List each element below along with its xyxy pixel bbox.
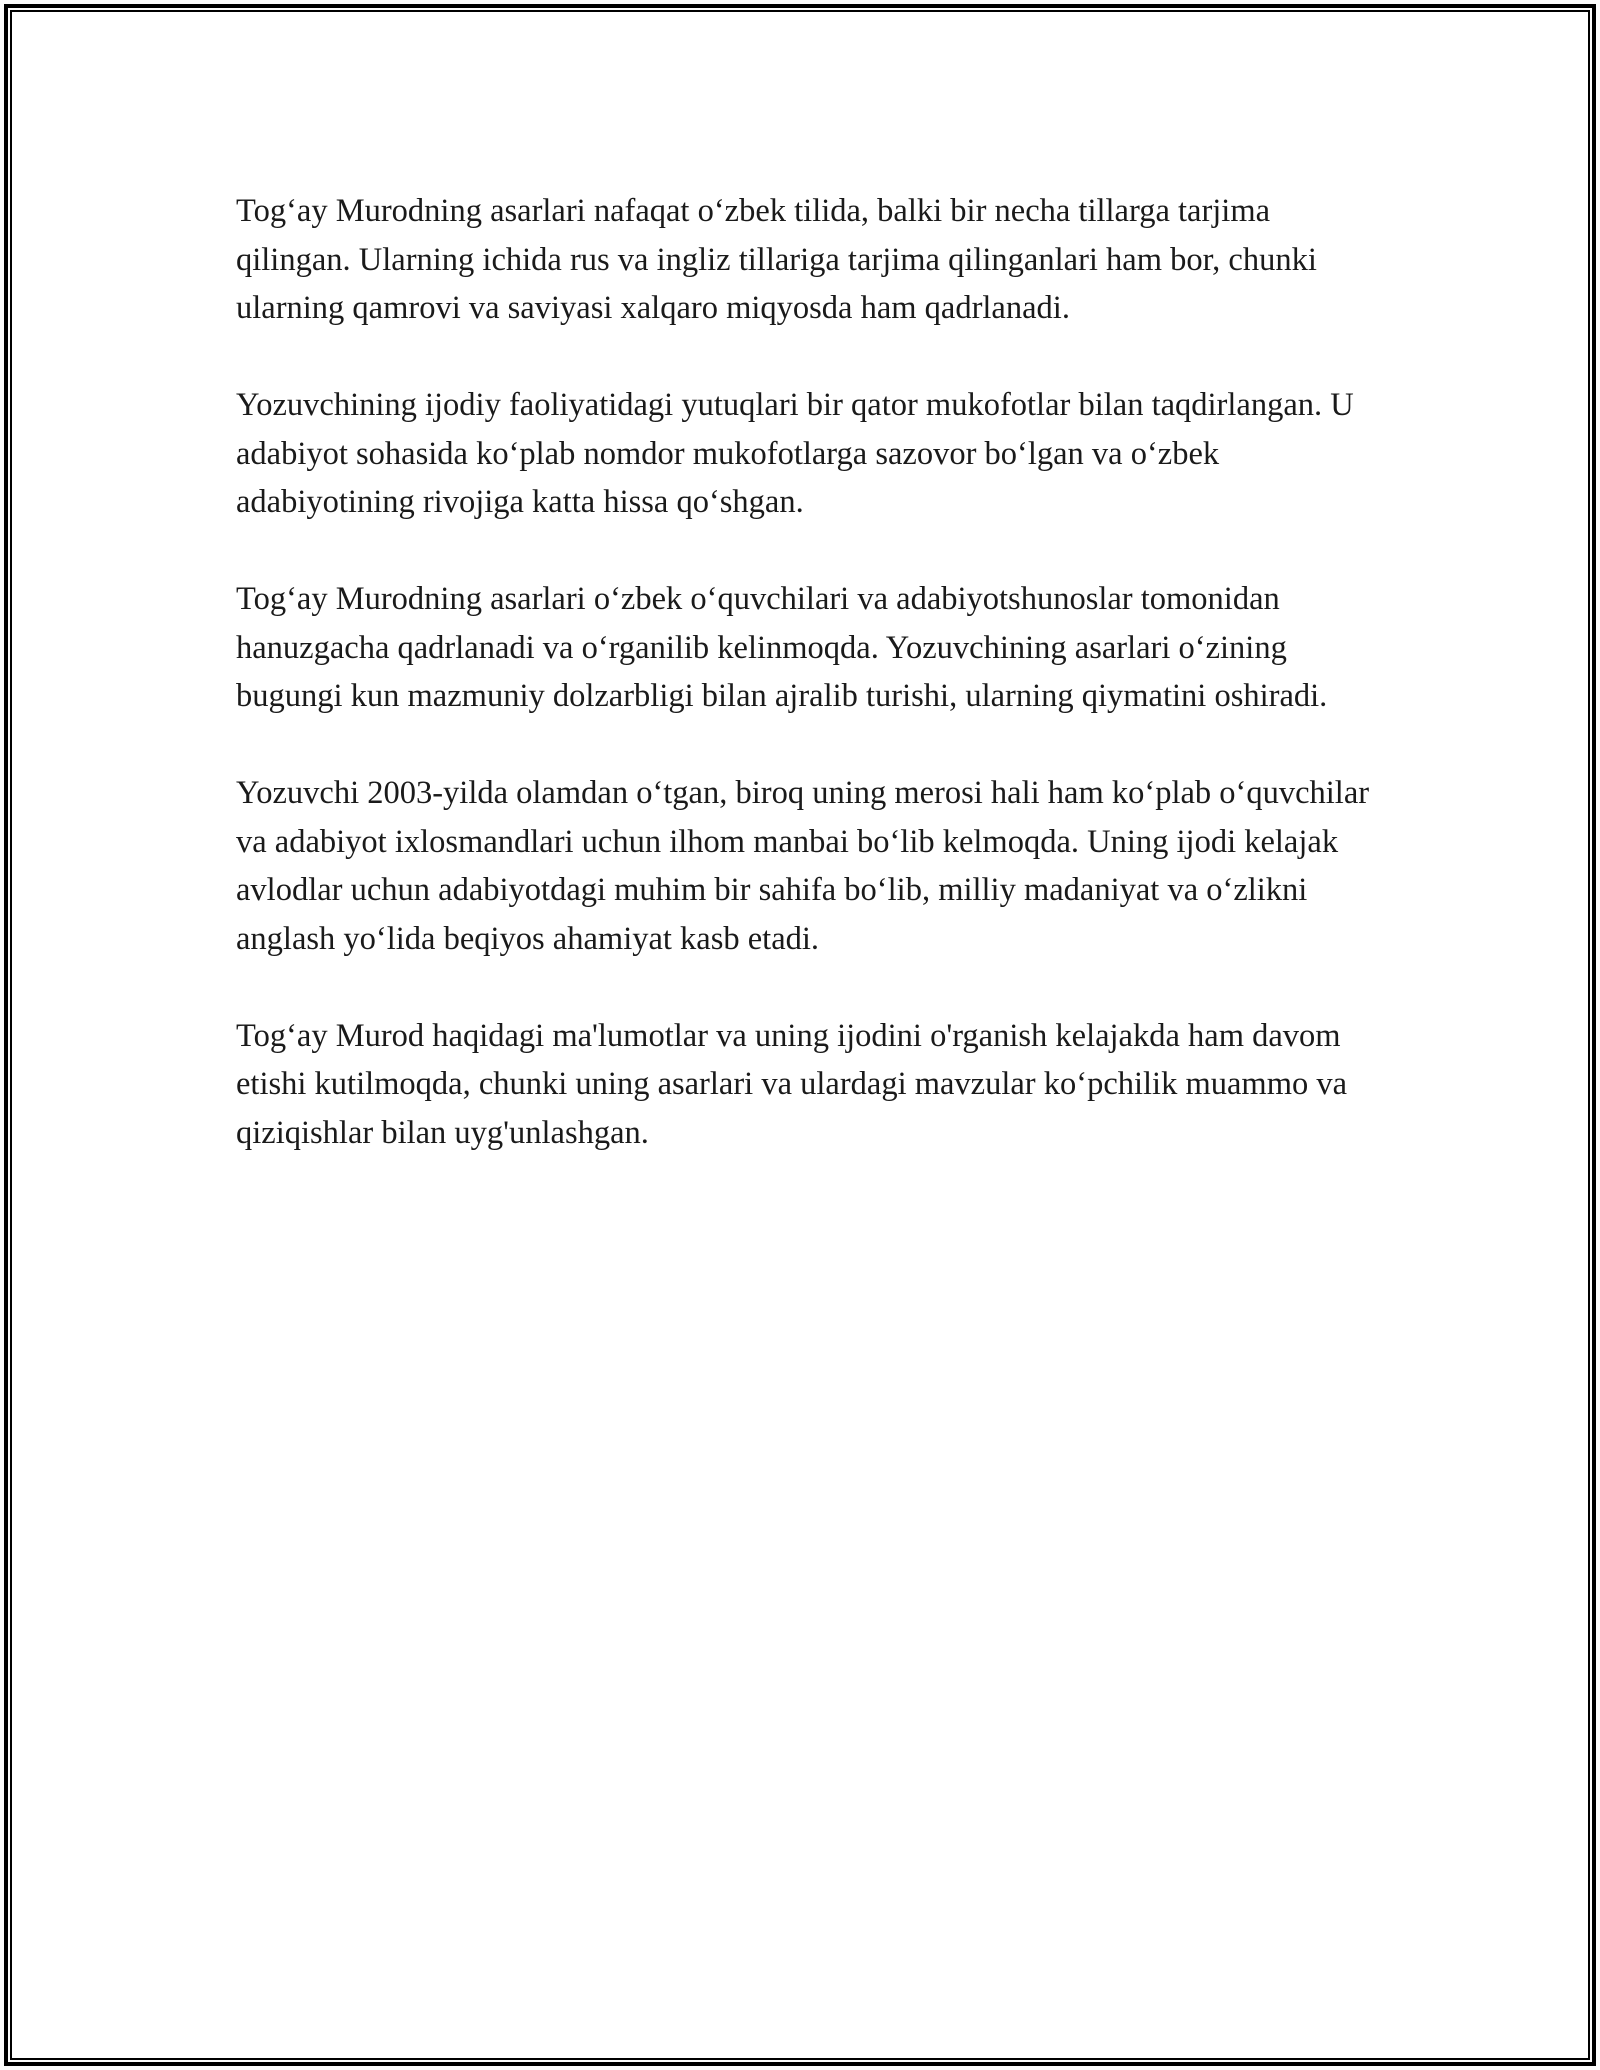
paragraph: Yozuvchi 2003-yilda olamdan o‘tgan, biroq uning merosi hali ham ko‘plab o‘quvchilar va adabiyot ixlosmandlari uchun ilhom manbai bo‘lib kelmoqda. Uning ijodi kelajak avlodlar uchun adabiyotdagi muhim bir sahifa bo‘lib, milliy madaniyat va o‘zlikni anglash yo‘lida beqiyos ahamiyat kasb etadi. — [236, 775, 1370, 957]
document-body — [236, 187, 1376, 1206]
paragraph: Tog‘ay Murodning asarlari o‘zbek o‘quvchilari va adabiyotshunoslar tomonidan hanuzgacha qadrlanadi va o‘rganilib kelinmoqda. Yozuvchining asarlari o‘zining bugungi kun mazmuniy dolzarbligi bilan ajralib turishi, ularning qiymatini oshiradi. — [236, 581, 1328, 714]
paragraph: Tog‘ay Murod haqidagi ma'lumotlar va uning ijodini o'rganish kelajakda ham davom etishi kutilmoqda, chunki uning asarlari va ulardagi mavzular ko‘pchilik muammo va qiziqishlar bilan uyg'unlashgan. — [236, 1017, 1348, 1151]
paragraph: Yozuvchining ijodiy faoliyatidagi yutuqlari bir qator mukofotlar bilan taqdirlangan. U adabiyot sohasida ko‘plab nomdor mukofotlarga sazovor bo‘lgan va o‘zbek adabiyotining rivojiga katta hissa qo‘shgan. — [236, 387, 1354, 520]
paragraph: Tog‘ay Murodning asarlari nafaqat o‘zbek tilida, balki bir necha tillarga tarjima qilingan. Ularning ichida rus va ingliz tillariga tarjima qilinganlari ham bor, chunki ularning qamrovi va saviyasi xalqaro miqyosda ham qadrlanadi. — [236, 193, 1317, 326]
